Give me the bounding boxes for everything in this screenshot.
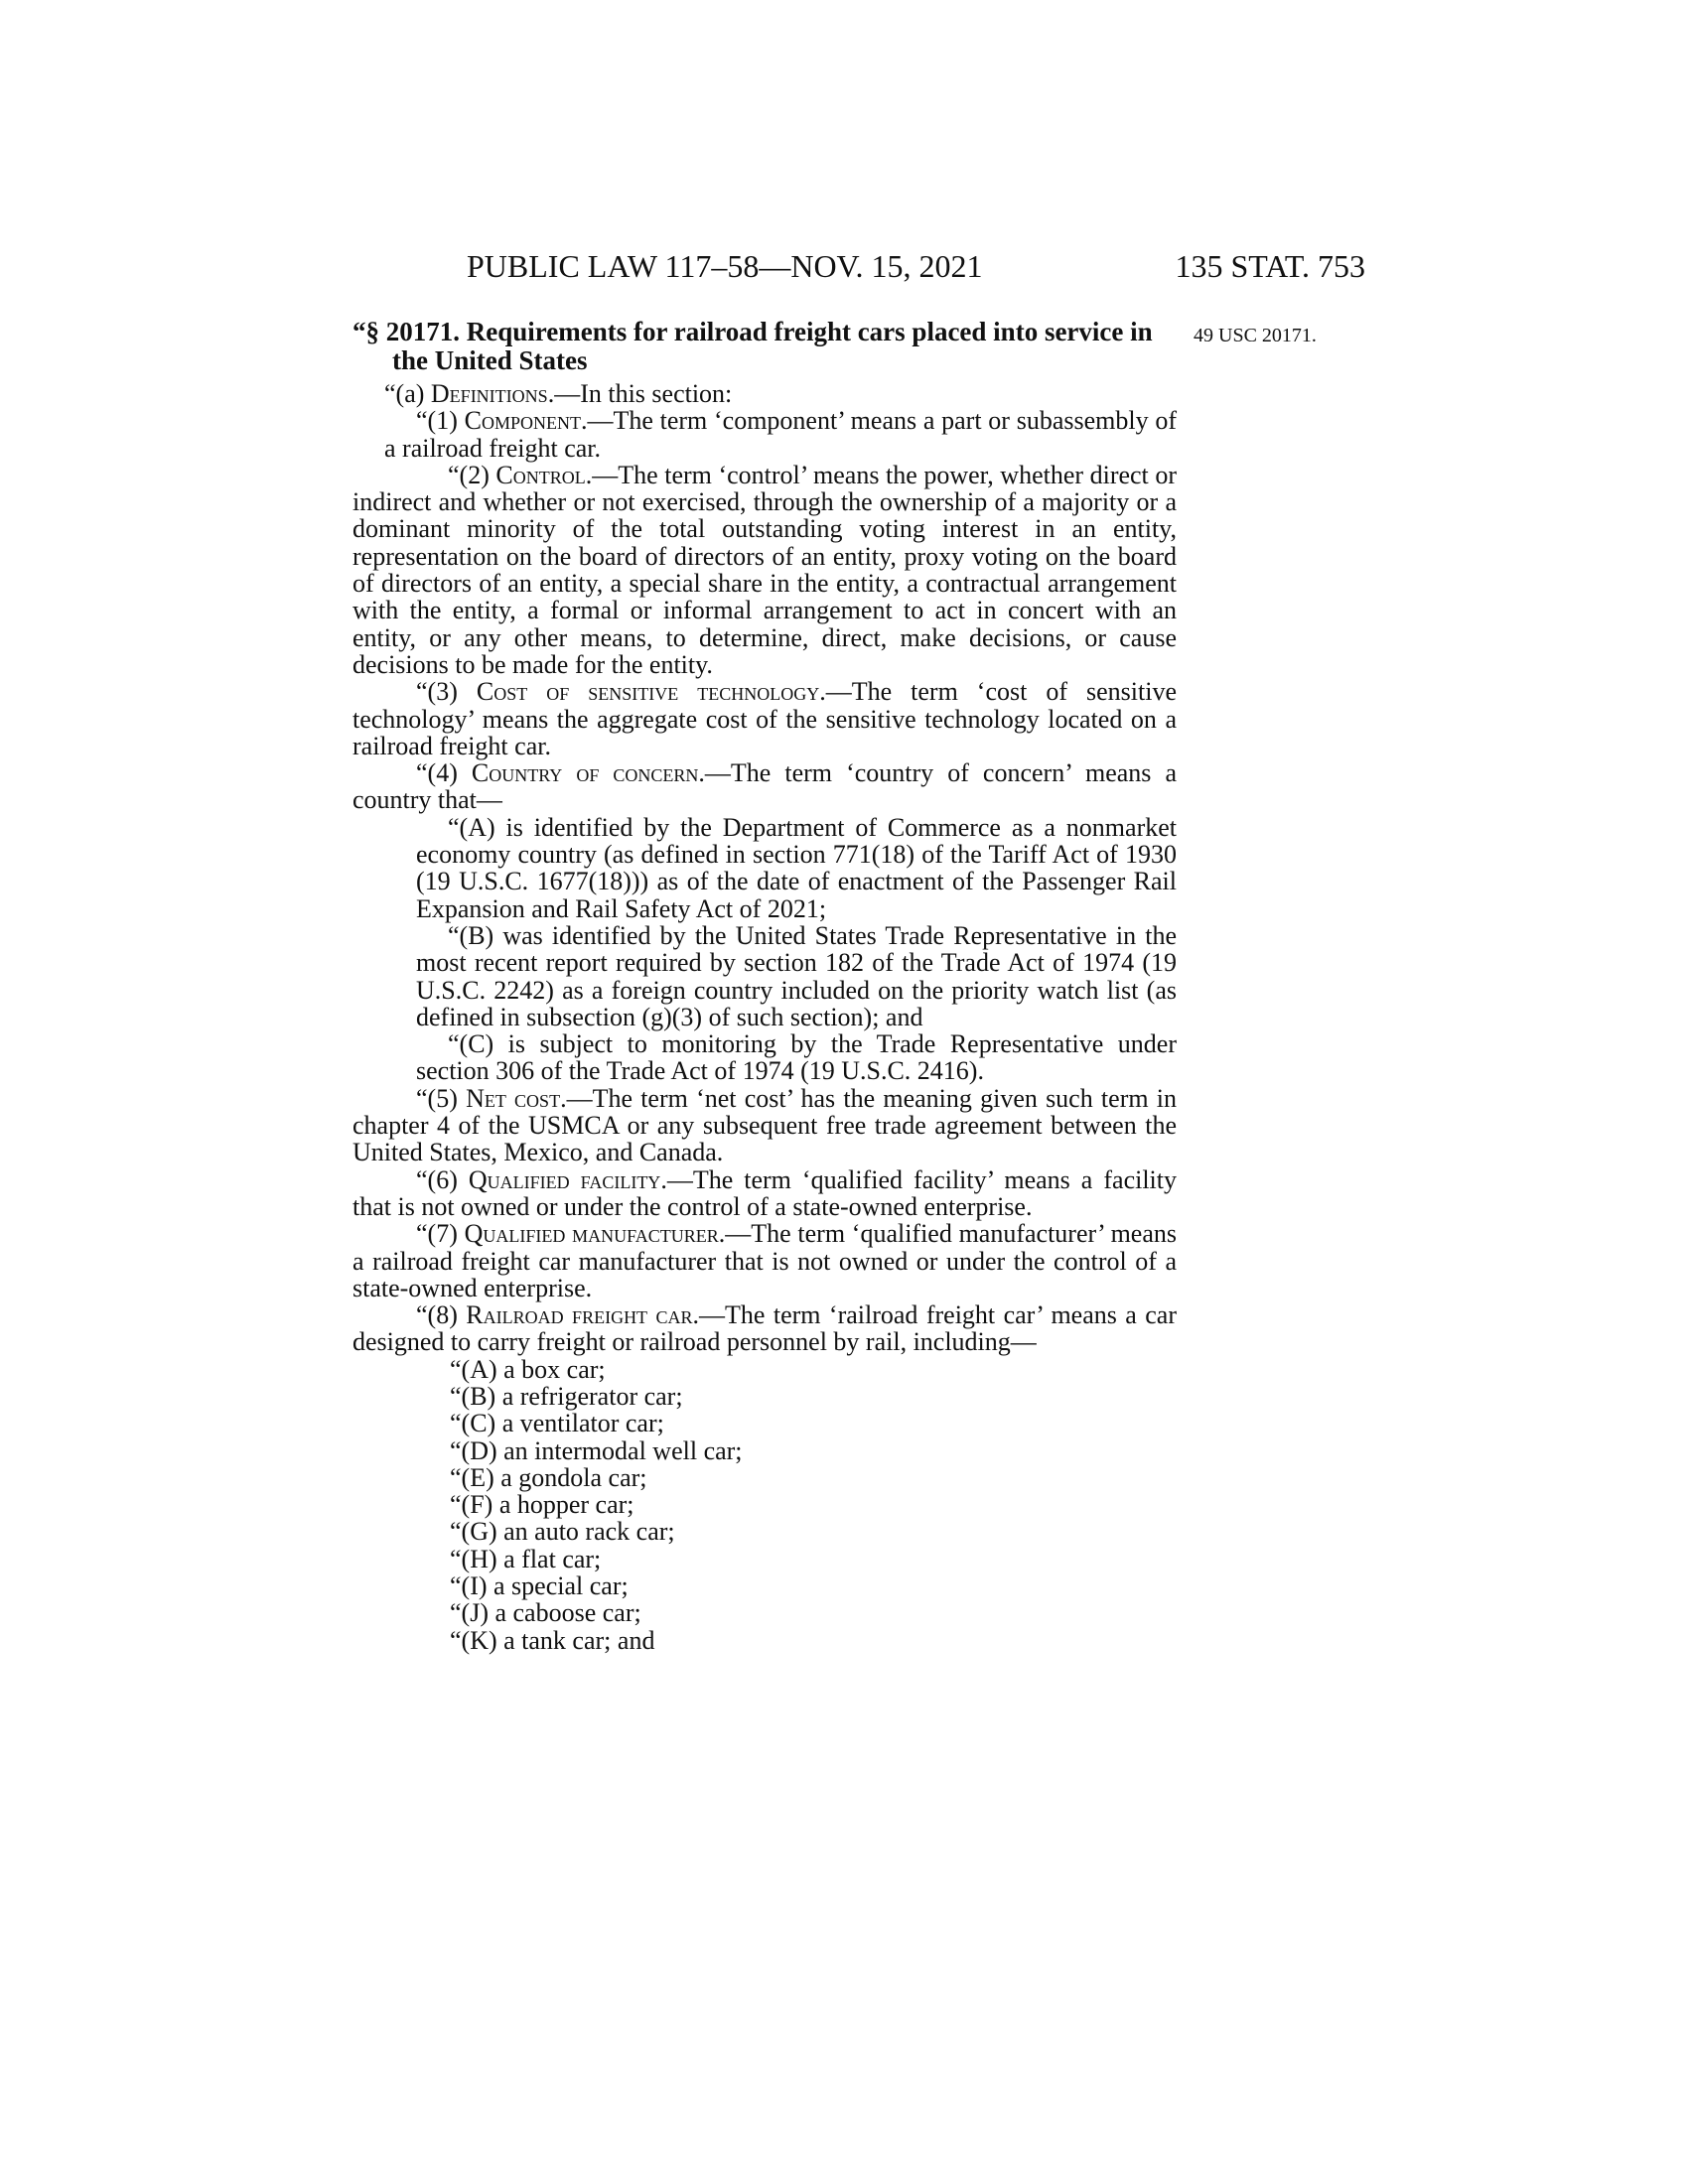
list-item: “(C) a ventilator car; (450, 1409, 664, 1438)
list-item: “(D) an intermodal well car; (450, 1435, 743, 1465)
list-item: “(H) a flat car; (450, 1544, 602, 1573)
running-head (467, 246, 1365, 286)
definition-1: “(1) Component.—The term ‘component’ means a part or subassembly of a railroad freight car. (384, 406, 1177, 463)
list-item: “(K) a tank car; and (450, 1625, 655, 1655)
document-body (352, 318, 1177, 1654)
list-item: “(A) a box car; (450, 1354, 606, 1384)
definition-4-a: “(A) is identified by the Department of Commerce as a nonmarket economy country (as defined in section 771(18) of the Tariff Act of 1930 (19 U.S.C. 1677(18))) as of the date of enactment of the Passenger Rail Expansion and Rail Safety Act of 2021; (416, 812, 1177, 923)
definition-3: “(3) Cost of sensitive technology.—The term ‘cost of sensitive technology’ means the aggregate cost of the sensitive technology located on a railroad freight car. (352, 677, 1178, 760)
list-item: “(F) a hopper car; (450, 1490, 634, 1520)
statute-page-number: 135 STAT. 753 (1175, 248, 1365, 284)
list-item: “(E) a gondola car; (450, 1462, 647, 1492)
definition-8: “(8) Railroad freight car.—The term ‘railroad freight car’ means a car designed to carry freight or railroad personnel by rail, including— (352, 1300, 1178, 1357)
list-item: “(J) a caboose car; (450, 1598, 641, 1628)
definition-7: “(7) Qualified manufacturer.—The term ‘qualified manufacturer’ means a railroad freight car manufacturer that is not owned or under the control of a state-owned enterprise. (352, 1219, 1177, 1302)
definition-4-c: “(C) is subject to monitoring by the Trade Representative under section 306 of the Trade Act of 1974 (19 U.S.C. 2416). (416, 1029, 1177, 1086)
margin-note: 49 USC 20171. (1194, 325, 1317, 346)
public-law-citation: PUBLIC LAW 117–58—NOV. 15, 2021 (467, 248, 983, 284)
list-item: “(G) an auto rack car; (450, 1517, 675, 1547)
definition-4-b: “(B) was identified by the United States Trade Representative in the most recent report required by section 182 of the Trade Act of 1974 (19 U.S.C. 2242) as a foreign country included on the priority watch list (as defined in subsection (g)(3) of such section); and (416, 920, 1177, 1031)
definition-6: “(6) Qualified facility.—The term ‘qualified facility’ means a facility that is not owned or under the control of a state-owned enterprise. (352, 1164, 1177, 1221)
section-heading: “§ 20171. Requirements for railroad freight cars placed into service in the United States (352, 317, 1153, 375)
definition-4: “(4) Country of concern.—The term ‘country of concern’ means a country that— (352, 758, 1178, 815)
list-item: “(I) a special car; (450, 1571, 629, 1601)
definition-5: “(5) Net cost.—The term ‘net cost’ has the meaning given such term in chapter 4 of the USMCA or any subsequent free trade agreement between the United States, Mexico, and Canada. (352, 1083, 1178, 1167)
subsection-a: “(a) Definitions.—In this section: (384, 379, 733, 408)
definition-2: “(2) Control.—The term ‘control’ means the power, whether direct or indirect and whether or not exercised, through the ownership of a majority or a dominant minority of the total outstanding voting interest in an entity, representation on the board of directors of an entity, proxy voting on the board of directors of an entity, a special share in the entity, a contractual arrangement with the entity, a formal or informal arrangement to act in concert with an entity, or any other means, to determine, direct, make decisions, or cause decisions to be made for the entity. (352, 460, 1177, 679)
list-item: “(B) a refrigerator car; (450, 1381, 683, 1411)
